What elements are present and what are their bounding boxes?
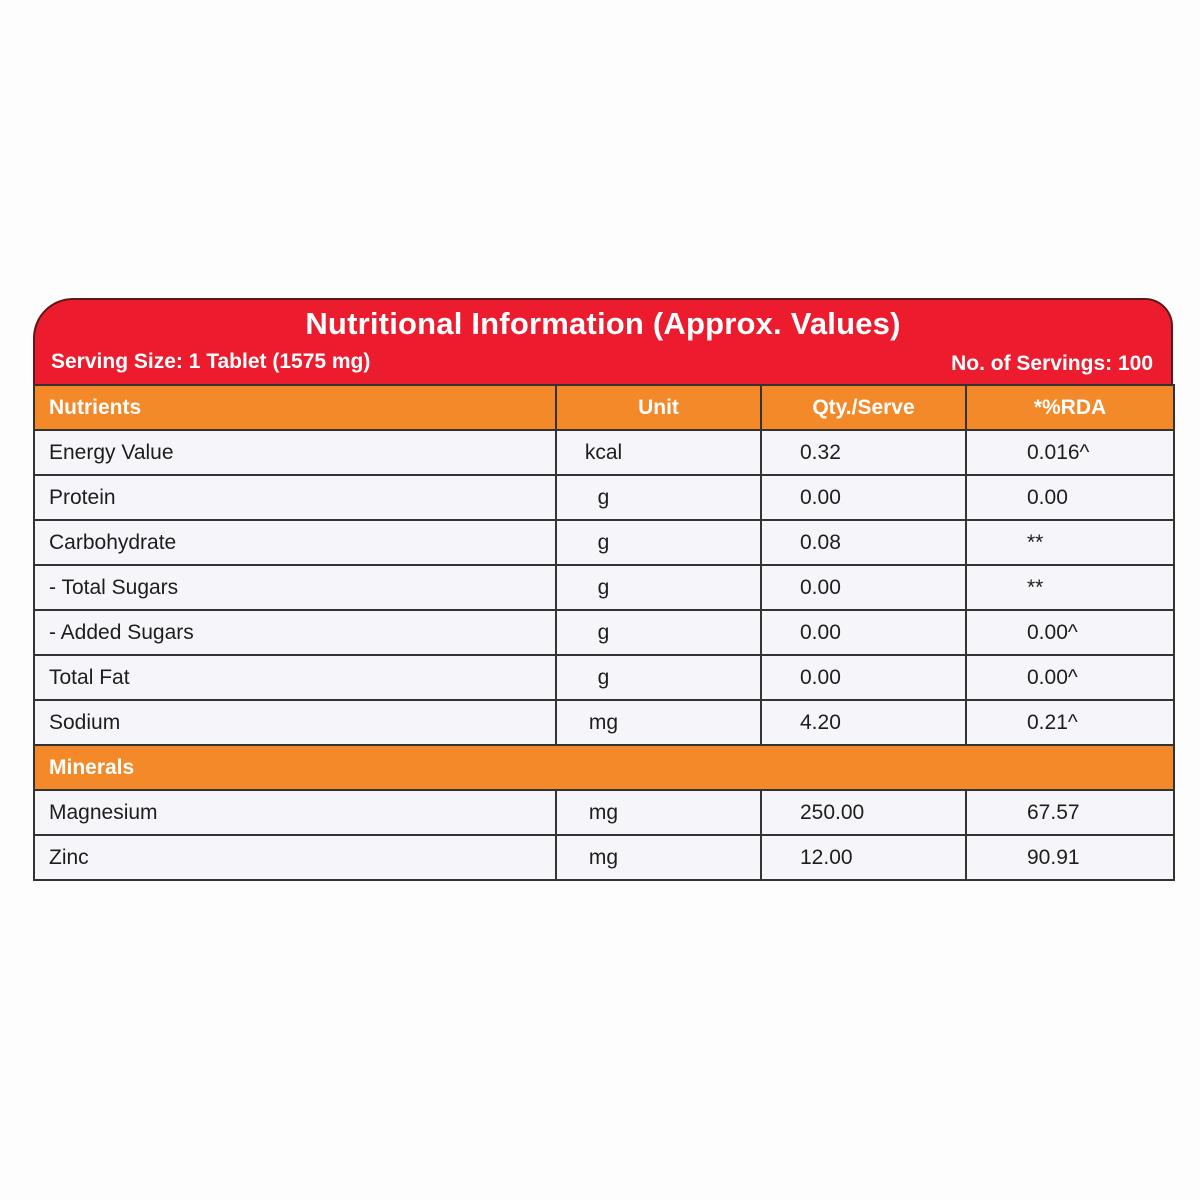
column-header-rda: *%RDA xyxy=(966,385,1174,430)
nutrient-name: Total Fat xyxy=(34,655,556,700)
mineral-qty: 12.00 xyxy=(761,835,966,880)
nutrient-unit: kcal xyxy=(556,430,761,475)
mineral-rda: 90.91 xyxy=(966,835,1174,880)
nutrient-qty: 0.00 xyxy=(761,475,966,520)
nutrition-panel xyxy=(33,298,1173,881)
nutrient-rda: 0.00^ xyxy=(966,610,1174,655)
nutrient-name: Protein xyxy=(34,475,556,520)
mineral-unit: mg xyxy=(556,835,761,880)
minerals-section-row xyxy=(34,745,1174,790)
nutrient-unit: g xyxy=(556,475,761,520)
nutrient-unit: g xyxy=(556,610,761,655)
serving-size: Serving Size: 1 Tablet (1575 mg) xyxy=(51,350,371,373)
nutrient-name: Sodium xyxy=(34,700,556,745)
table-row xyxy=(34,520,1174,565)
mineral-name: Zinc xyxy=(34,835,556,880)
nutrient-qty: 0.32 xyxy=(761,430,966,475)
table-row xyxy=(34,655,1174,700)
table-row xyxy=(34,430,1174,475)
nutrient-unit: g xyxy=(556,655,761,700)
mineral-unit: mg xyxy=(556,790,761,835)
nutrient-rda: ** xyxy=(966,520,1174,565)
nutrient-rda: 0.00^ xyxy=(966,655,1174,700)
nutrient-rda: 0.00 xyxy=(966,475,1174,520)
panel-title: Nutritional Information (Approx. Values) xyxy=(305,306,901,341)
nutrition-header xyxy=(33,298,1173,384)
nutrient-rda: ** xyxy=(966,565,1174,610)
table-header-row xyxy=(34,385,1174,430)
nutrient-qty: 0.00 xyxy=(761,565,966,610)
number-of-servings: No. of Servings: 100 xyxy=(951,352,1153,375)
nutrient-unit: g xyxy=(556,520,761,565)
nutrient-name: Carbohydrate xyxy=(34,520,556,565)
mineral-name: Magnesium xyxy=(34,790,556,835)
nutrient-rda: 0.21^ xyxy=(966,700,1174,745)
nutrient-name: - Added Sugars xyxy=(34,610,556,655)
table-row xyxy=(34,565,1174,610)
nutrient-name: Energy Value xyxy=(34,430,556,475)
nutrient-qty: 4.20 xyxy=(761,700,966,745)
nutrient-rda: 0.016^ xyxy=(966,430,1174,475)
column-header-qty: Qty./Serve xyxy=(761,385,966,430)
mineral-qty: 250.00 xyxy=(761,790,966,835)
nutrient-qty: 0.00 xyxy=(761,655,966,700)
table-row xyxy=(34,610,1174,655)
nutrient-unit: mg xyxy=(556,700,761,745)
column-header-nutrients: Nutrients xyxy=(34,385,556,430)
column-header-unit: Unit xyxy=(556,385,761,430)
table-row xyxy=(34,700,1174,745)
table-row xyxy=(34,835,1174,880)
nutrient-unit: g xyxy=(556,565,761,610)
mineral-rda: 67.57 xyxy=(966,790,1174,835)
table-row xyxy=(34,790,1174,835)
nutrient-qty: 0.08 xyxy=(761,520,966,565)
nutrient-name: - Total Sugars xyxy=(34,565,556,610)
nutrient-qty: 0.00 xyxy=(761,610,966,655)
nutrition-table xyxy=(33,384,1175,881)
table-row xyxy=(34,475,1174,520)
minerals-section-label: Minerals xyxy=(34,745,1174,790)
